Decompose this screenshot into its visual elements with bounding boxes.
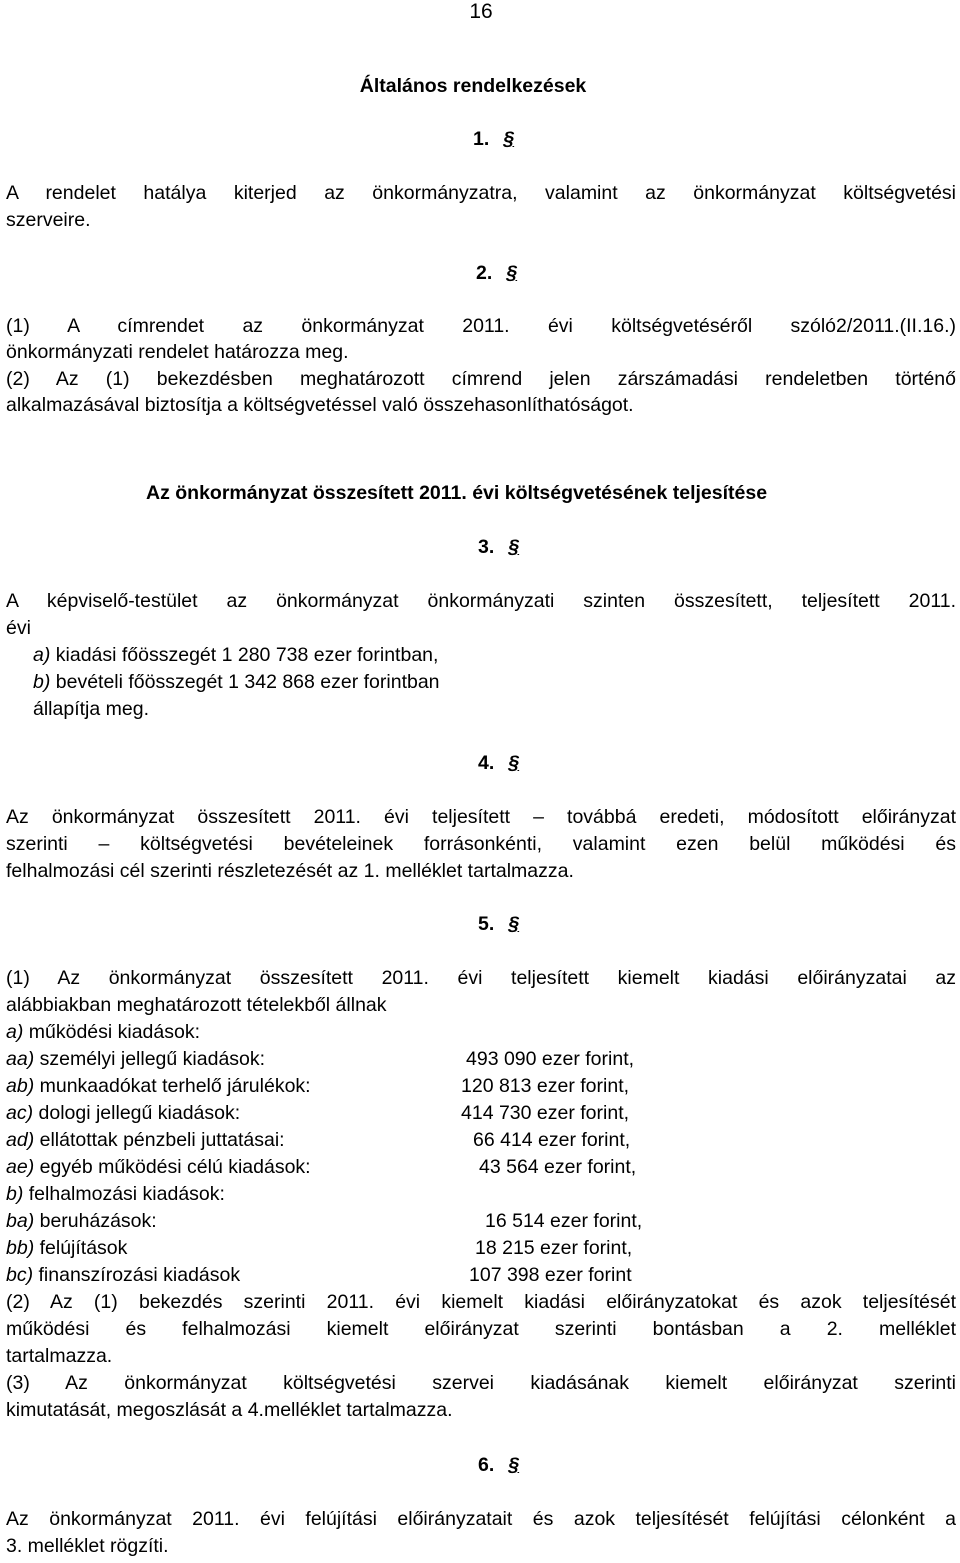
list-item-ae: ae) egyéb működési célú kiadások: bbox=[6, 1156, 311, 1178]
section-sign-icon: § bbox=[508, 536, 520, 558]
section-5-para-1-line-2: alábbiakban meghatározott tételekből állnak bbox=[6, 994, 387, 1016]
section-4-line-2: szerinti – költségvetési bevételeinek forrásonkénti, valamint ezen belül működési és bbox=[6, 833, 956, 855]
section-5-para-2-line-1: (2) Az (1) bekezdés szerinti 2011. évi kiemelt kiadási előirányzatokat és azok teljesítését bbox=[6, 1291, 956, 1313]
section-4-line-1: Az önkormányzat összesített 2011. évi teljesített – továbbá eredeti, módosított előirányzat bbox=[6, 806, 956, 828]
section-6-line-1: Az önkormányzat 2011. évi felújítási előirányzatait és azok teljesítését felújítási célonként a bbox=[6, 1508, 956, 1530]
group-b-heading: b) felhalmozási kiadások: bbox=[6, 1183, 225, 1205]
section-5-para-3-line-1: (3) Az önkormányzat költségvetési szervei kiadásának kiemelt előirányzat szerinti bbox=[6, 1372, 956, 1394]
section-1-number: 1. § bbox=[473, 128, 515, 150]
amount-ae: 43 564 ezer forint, bbox=[479, 1156, 637, 1178]
list-item-ac: ac) dologi jellegű kiadások: bbox=[6, 1102, 241, 1124]
list-item-aa: aa) személyi jellegű kiadások: bbox=[6, 1048, 266, 1070]
section-2-number: 2. § bbox=[476, 262, 518, 284]
section-3-line-1: A képviselő-testület az önkormányzat önkormányzati szinten összesített, teljesített 2011. bbox=[6, 590, 956, 612]
section-4-line-3: felhalmozási cél szerinti részletezését az 1. melléklet tartalmazza. bbox=[6, 860, 574, 882]
section-sign-icon: § bbox=[508, 913, 520, 935]
list-item-ba: ba) beruházások: bbox=[6, 1210, 157, 1232]
section-4-number: 4. § bbox=[478, 752, 520, 774]
section-3-item-b: b) bevételi főösszegét 1 342 868 ezer forintban bbox=[33, 671, 440, 693]
list-item-ab: ab) munkaadókat terhelő járulékok: bbox=[6, 1075, 311, 1097]
section-6-number: 6. § bbox=[478, 1454, 520, 1476]
section-3-line-2: évi bbox=[6, 617, 31, 639]
section-6-line-2: 3. melléklet rögzíti. bbox=[6, 1535, 169, 1557]
section-3-item-a: a) kiadási főösszegét 1 280 738 ezer forintban, bbox=[33, 644, 439, 666]
section-5-number: 5. § bbox=[478, 913, 520, 935]
amount-aa: 493 090 ezer forint, bbox=[466, 1048, 635, 1070]
list-item-ad: ad) ellátottak pénzbeli juttatásai: bbox=[6, 1129, 285, 1151]
section-1-line-2: szerveire. bbox=[6, 209, 91, 231]
section-5-para-1-line-1: (1) Az önkormányzat összesített 2011. évi teljesített kiemelt kiadási előirányzatai az bbox=[6, 967, 956, 989]
section-sign-icon: § bbox=[508, 1454, 520, 1476]
page-number: 16 bbox=[469, 0, 493, 23]
group-a-heading: a) működési kiadások: bbox=[6, 1021, 201, 1043]
list-item-bb: bb) felújítások bbox=[6, 1237, 128, 1259]
section-5-para-2-line-3: tartalmazza. bbox=[6, 1345, 113, 1367]
section-sign-icon: § bbox=[508, 752, 520, 774]
section-sign-icon: § bbox=[506, 262, 518, 284]
section-2-para-2-line-2: alkalmazásával biztosítja a költségvetéssel való összehasonlíthatóságot. bbox=[6, 394, 634, 416]
amount-ab: 120 813 ezer forint, bbox=[461, 1075, 630, 1097]
amount-ac: 414 730 ezer forint, bbox=[461, 1102, 630, 1124]
section-5-para-2-line-2: működési és felhalmozási kiemelt előirányzat szerinti bontásban a 2. melléklet bbox=[6, 1318, 956, 1340]
list-item-bc: bc) finanszírozási kiadások bbox=[6, 1264, 241, 1286]
amount-ba: 16 514 ezer forint, bbox=[485, 1210, 643, 1232]
section-3-number: 3. § bbox=[478, 536, 520, 558]
section-5-para-3-line-2: kimutatását, megoszlását a 4.melléklet tartalmazza. bbox=[6, 1399, 453, 1421]
amount-ad: 66 414 ezer forint, bbox=[473, 1129, 631, 1151]
section-2-para-2-line-1: (2) Az (1) bekezdésben meghatározott címrend jelen zárszámadási rendeletben történő bbox=[6, 368, 956, 390]
amount-bc: 107 398 ezer forint bbox=[469, 1264, 632, 1286]
section-3-line-end: állapítja meg. bbox=[33, 698, 149, 720]
subheading: Az önkormányzat összesített 2011. évi költségvetésének teljesítése bbox=[146, 482, 768, 504]
section-1-line-1: A rendelet hatálya kiterjed az önkormányzatra, valamint az önkormányzat költségvetési bbox=[6, 182, 956, 204]
section-sign-icon: § bbox=[503, 128, 515, 150]
section-2-para-1-line-2: önkormányzati rendelet határozza meg. bbox=[6, 341, 349, 363]
section-2-para-1-line-1: (1) A címrendet az önkormányzat 2011. évi költségvetéséről szóló2/2011.(II.16.) bbox=[6, 315, 956, 337]
page-heading: Általános rendelkezések bbox=[359, 75, 587, 97]
amount-bb: 18 215 ezer forint, bbox=[475, 1237, 633, 1259]
